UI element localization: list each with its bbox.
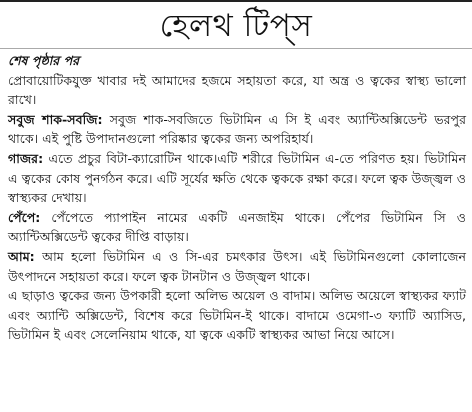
article-title: হেলথ টিপ্‌স	[159, 8, 313, 44]
paragraph-lead: আম:	[8, 248, 35, 264]
paragraph-text: সবুজ শাক-সবজিতে ভিটামিন এ সি ই এবং অ্যান্টিঅক্সিডেন্ট ভরপুর থাকে। এই পুষ্টি উপাদানগুলো পরিষ্কার ত্বকের জন্য অপরিহার্য।	[8, 111, 466, 147]
paragraph-olive-oil-nuts	[8, 286, 466, 345]
article-body	[8, 51, 466, 345]
paragraph-lead: সবুজ শাক-সবজি:	[8, 111, 103, 127]
title-divider	[0, 48, 472, 49]
paragraph-papaya	[8, 208, 466, 247]
paragraph-lead: পেঁপে:	[8, 209, 41, 225]
paragraph-text: প্রোবায়োটিকযুক্ত খাবার দই আমাদের হজমে সহায়তা করে, যা অন্ত্র ও ত্বকের স্বাস্থ্য ভালো রাখে।	[8, 72, 466, 108]
paragraph-probiotic	[8, 71, 466, 110]
paragraph-green-vegetables	[8, 110, 466, 149]
top-rule	[0, 0, 472, 2]
paragraph-text: এ ছাড়াও ত্বকের জন্য উপকারী হলো অলিভ অয়েল ও বাদাম। অলিভ অয়েলে স্বাস্থ্যকর ফ্যাট এবং অ্যান্টি অক্সিডেন্ট, বিশেষ করে ভিটামিন-ই থাকে। বাদামে ওমেগা-৩ ফ্যাটি অ্যাসিড, ভিটামিন ই এবং সেলেনিয়াম থাকে, যা ত্বকে একটি স্বাস্থ্যকর আভা নিয়ে আসে।	[8, 288, 466, 343]
paragraph-lead: গাজর:	[8, 150, 44, 166]
paragraph-text: আম হলো ভিটামিন এ ও সি-এর চমৎকার উৎস। এই ভিটামিনগুলো কোলাজেন উৎপাদনে সহায়তা করে। ফলে ত্বক টানটান ও উজ্জ্বল থাকে।	[8, 248, 466, 284]
continued-from-label: শেষ পৃষ্ঠার পর	[8, 53, 80, 68]
paragraph-carrot	[8, 149, 466, 208]
paragraph-mango	[8, 247, 466, 286]
paragraph-text: পেঁপেতে প্যাপাইন নামের একটি এনজাইম থাকে। পেঁপের ভিটামিন সি ও অ্যান্টিঅক্সিডেন্ট ত্বকের দীপ্তি বাড়ায়।	[8, 209, 466, 245]
paragraph-text: এতে প্রচুর বিটা-ক্যারোটিন থাকে।এটি শরীরে ভিটামিন এ-তে পরিণত হয়। ভিটামিন এ ত্বকের কোষ পুনর্গঠন করে। এটি সূর্যের ক্ষতি থেকে ত্বককে রক্ষা করে। ফলে ত্বক উজ্জ্বল ও স্বাস্থ্যকর দেখায়।	[8, 150, 466, 206]
